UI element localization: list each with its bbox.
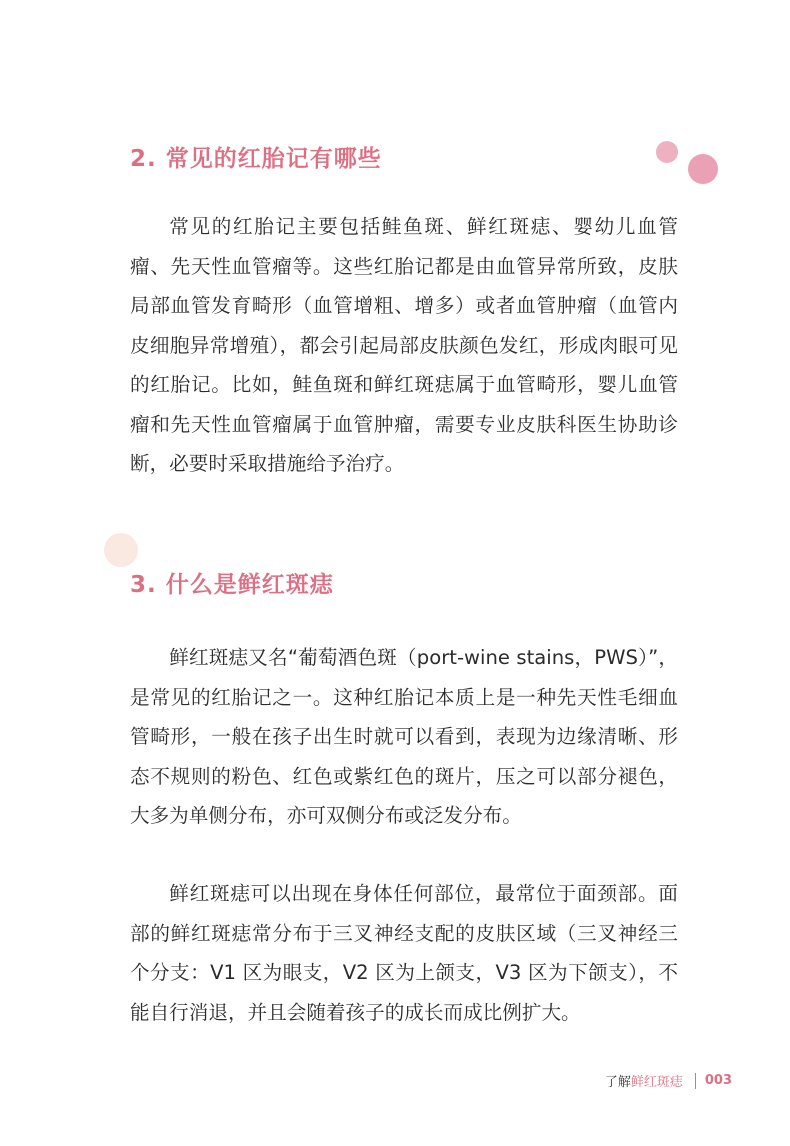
section-3-paragraph-1: 鲜红斑痣又名“葡萄酒色斑（port-wine stains，PWS）”，是常见的红胎记之一。这种红胎记本质上是一种先天性毛细血管畸形，一般在孩子出生时就可以看到，表现为边缘清晰、形态不规则的粉色、红色或紫红色的斑片，压之可以部分褪色，大多为单侧分布，亦可双侧分布或泛发分布。 xyxy=(130,646,678,827)
decorative-dot-large xyxy=(688,154,718,184)
section-3-title: 3. 什么是鲜红斑痣 xyxy=(130,572,334,598)
section-2-paragraph: 常见的红胎记主要包括鲑鱼斑、鲜红斑痣、婴幼儿血管瘤、先天性血管瘤等。这些红胎记都是由血管异常所致，皮肤局部血管发育畸形（血管增粗、增多）或者血管肿瘤（血管内皮细胞异常增殖），都会引起局部皮肤颜色发红，形成肉眼可见的红胎记。比如，鲑鱼斑和鲜红斑痣属于血管畸形，婴儿血管瘤和先天性血管瘤属于血管肿瘤，需要专业皮肤科医生协助诊断，必要时采取措施给予治疗。 xyxy=(130,215,678,475)
section-3-paragraph-2: 鲜红斑痣可以出现在身体任何部位，最常位于面颈部。面部的鲜红斑痣常分布于三叉神经支配的皮肤区域（三叉神经三个分支：V1 区为眼支，V2 区为上颌支，V3 区为下颌支），不能自行消退，并且会随着孩子的成长而成比例扩大。 xyxy=(130,882,678,1024)
footer-chapter-title: 鲜红斑痣 xyxy=(630,1075,683,1090)
page-number: 003 xyxy=(704,1073,732,1088)
page-footer xyxy=(605,1071,732,1090)
decorative-dot-peach xyxy=(104,533,138,567)
footer-divider xyxy=(695,1073,696,1089)
section-2-title: 2. 常见的红胎记有哪些 xyxy=(130,146,382,172)
footer-prefix: 了解 xyxy=(604,1075,631,1090)
decorative-dot-small xyxy=(656,141,678,163)
